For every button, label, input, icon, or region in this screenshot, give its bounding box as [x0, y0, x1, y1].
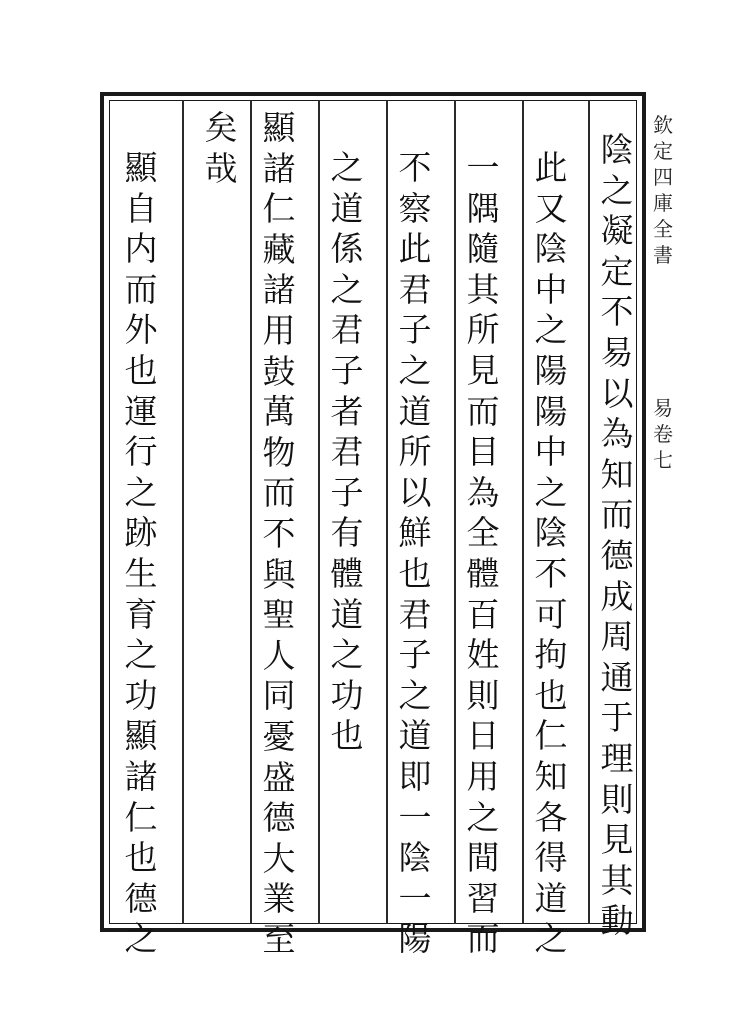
glyph: 也: [330, 716, 364, 756]
glyph: 顯: [124, 148, 158, 187]
glyph: 中: [534, 432, 568, 472]
glyph: 至: [262, 919, 296, 959]
glyph: 君: [330, 432, 364, 472]
column-divider: [522, 100, 524, 924]
glyph: 同: [262, 676, 296, 716]
glyph: 察: [398, 188, 432, 228]
glyph: 而: [600, 495, 634, 535]
glyph: 姓: [466, 635, 500, 675]
glyph: 德: [124, 878, 158, 918]
glyph: 顯: [124, 716, 158, 756]
glyph: 不: [398, 148, 432, 187]
glyph: 目: [466, 432, 500, 472]
glyph: 隨: [466, 229, 500, 269]
glyph: 之: [330, 148, 364, 187]
glyph: 成: [600, 576, 634, 616]
glyph: 之: [398, 350, 432, 390]
glyph: 仁: [262, 189, 296, 229]
glyph: 藏: [262, 229, 296, 269]
margin-glyph: 四: [653, 165, 673, 189]
glyph: 為: [466, 472, 500, 512]
glyph: 物: [262, 432, 296, 472]
glyph: 運: [124, 391, 158, 431]
glyph: 盛: [262, 757, 296, 797]
glyph: 内: [124, 229, 158, 269]
fold-label: [650, 395, 676, 473]
glyph: 得: [534, 838, 568, 878]
column-divider: [386, 100, 388, 924]
text-column-4: [390, 148, 440, 960]
glyph: 之: [124, 635, 158, 675]
glyph: 諸: [262, 270, 296, 310]
glyph: 為: [600, 414, 634, 454]
glyph: 仁: [124, 797, 158, 837]
glyph: 矣: [204, 108, 238, 147]
glyph: 通: [600, 657, 634, 697]
glyph: 外: [124, 310, 158, 350]
glyph: 體: [466, 553, 500, 593]
column-divider: [454, 100, 456, 924]
glyph: 諸: [124, 756, 158, 796]
glyph: 德: [600, 535, 634, 575]
glyph: 則: [600, 779, 634, 819]
glyph: 君: [330, 310, 364, 350]
glyph: 陰: [534, 513, 568, 553]
glyph: 哉: [204, 148, 238, 188]
glyph: 之: [124, 919, 158, 959]
glyph: 生: [124, 553, 158, 593]
glyph: 顯: [262, 108, 296, 147]
glyph: 也: [124, 838, 158, 878]
glyph: 之: [466, 797, 500, 837]
column-divider: [318, 100, 320, 924]
glyph: 各: [534, 797, 568, 837]
glyph: 凝: [600, 211, 634, 251]
glyph: 君: [398, 269, 432, 309]
glyph: 不: [600, 292, 634, 332]
glyph: 習: [466, 878, 500, 918]
glyph: 者: [330, 391, 364, 431]
glyph: 中: [534, 269, 568, 309]
glyph: 也: [534, 675, 568, 715]
glyph: 知: [534, 756, 568, 796]
glyph: 此: [534, 148, 568, 187]
text-column-8: [116, 148, 166, 960]
text-column-5: [322, 148, 372, 757]
glyph: 陽: [534, 350, 568, 390]
column-divider: [250, 100, 252, 924]
glyph: 之: [600, 170, 634, 210]
glyph: 之: [330, 269, 364, 309]
book-title-margin: [650, 112, 676, 268]
glyph: 易: [600, 332, 634, 372]
glyph: 而: [466, 919, 500, 959]
glyph: 而: [124, 269, 158, 309]
glyph: 業: [262, 879, 296, 919]
glyph: 此: [398, 229, 432, 269]
glyph: 也: [398, 553, 432, 593]
text-column-1: [592, 130, 642, 942]
glyph: 用: [262, 310, 296, 350]
glyph: 見: [600, 820, 634, 860]
glyph: 體: [330, 553, 364, 593]
margin-glyph: 卷: [653, 422, 673, 446]
glyph: 人: [262, 635, 296, 675]
glyph: 之: [124, 472, 158, 512]
glyph: 知: [600, 454, 634, 494]
glyph: 又: [534, 188, 568, 228]
glyph: 陰: [600, 130, 634, 169]
glyph: 間: [466, 838, 500, 878]
glyph: 不: [262, 513, 296, 553]
column-divider: [182, 100, 184, 924]
glyph: 一: [398, 878, 432, 918]
glyph: 行: [124, 432, 158, 472]
glyph: 道: [398, 391, 432, 431]
glyph: 理: [600, 738, 634, 778]
glyph: 係: [330, 229, 364, 269]
glyph: 一: [398, 797, 432, 837]
glyph: 之: [534, 472, 568, 512]
text-column-7: [196, 108, 246, 189]
glyph: 用: [466, 756, 500, 796]
glyph: 子: [330, 350, 364, 390]
glyph: 鼓: [262, 351, 296, 391]
glyph: 之: [534, 310, 568, 350]
glyph: 全: [466, 513, 500, 553]
glyph: 之: [398, 675, 432, 715]
glyph: 鮮: [398, 513, 432, 553]
glyph: 德: [262, 798, 296, 838]
glyph: 以: [600, 373, 634, 413]
margin-glyph: 定: [653, 139, 673, 163]
glyph: 所: [466, 310, 500, 350]
glyph: 功: [330, 675, 364, 715]
glyph: 所: [398, 432, 432, 472]
glyph: 之: [534, 919, 568, 959]
glyph: 其: [600, 860, 634, 900]
glyph: 周: [600, 617, 634, 657]
glyph: 陰: [534, 229, 568, 269]
glyph: 以: [398, 472, 432, 512]
glyph: 一: [466, 148, 500, 187]
text-column-2: [526, 148, 576, 960]
margin-glyph: 書: [653, 243, 673, 267]
glyph: 仁: [534, 716, 568, 756]
glyph: 道: [330, 188, 364, 228]
glyph: 萬: [262, 392, 296, 432]
glyph: 跡: [124, 513, 158, 553]
glyph: 定: [600, 251, 634, 291]
glyph: 即: [398, 756, 432, 796]
margin-glyph: 欽: [653, 113, 673, 137]
glyph: 道: [534, 878, 568, 918]
glyph: 自: [124, 188, 158, 228]
glyph: 君: [398, 594, 432, 634]
glyph: 諸: [262, 148, 296, 188]
glyph: 而: [466, 391, 500, 431]
glyph: 有: [330, 513, 364, 553]
glyph: 道: [398, 716, 432, 756]
glyph: 聖: [262, 595, 296, 635]
glyph: 陽: [398, 919, 432, 959]
margin-glyph: 庫: [653, 191, 673, 215]
glyph: 憂: [262, 716, 296, 756]
glyph: 百: [466, 594, 500, 634]
glyph: 與: [262, 554, 296, 594]
glyph: 大: [262, 838, 296, 878]
glyph: 陰: [398, 838, 432, 878]
glyph: 日: [466, 716, 500, 756]
glyph: 則: [466, 675, 500, 715]
margin-glyph: 全: [653, 217, 673, 241]
glyph: 其: [466, 269, 500, 309]
glyph: 道: [330, 594, 364, 634]
glyph: 功: [124, 675, 158, 715]
column-divider: [588, 100, 590, 924]
glyph: 之: [330, 635, 364, 675]
glyph: 子: [398, 310, 432, 350]
glyph: 陽: [534, 391, 568, 431]
glyph: 隅: [466, 188, 500, 228]
glyph: 而: [262, 473, 296, 513]
margin-glyph: 七: [653, 448, 673, 472]
glyph: 可: [534, 594, 568, 634]
glyph: 子: [330, 472, 364, 512]
margin-glyph: 易: [653, 396, 673, 420]
glyph: 也: [124, 350, 158, 390]
glyph: 見: [466, 350, 500, 390]
glyph: 育: [124, 594, 158, 634]
text-column-6: [254, 108, 304, 960]
glyph: 于: [600, 698, 634, 738]
glyph: 動: [600, 901, 634, 941]
glyph: 拘: [534, 635, 568, 675]
glyph: 不: [534, 553, 568, 593]
glyph: 子: [398, 635, 432, 675]
text-column-3: [458, 148, 508, 960]
